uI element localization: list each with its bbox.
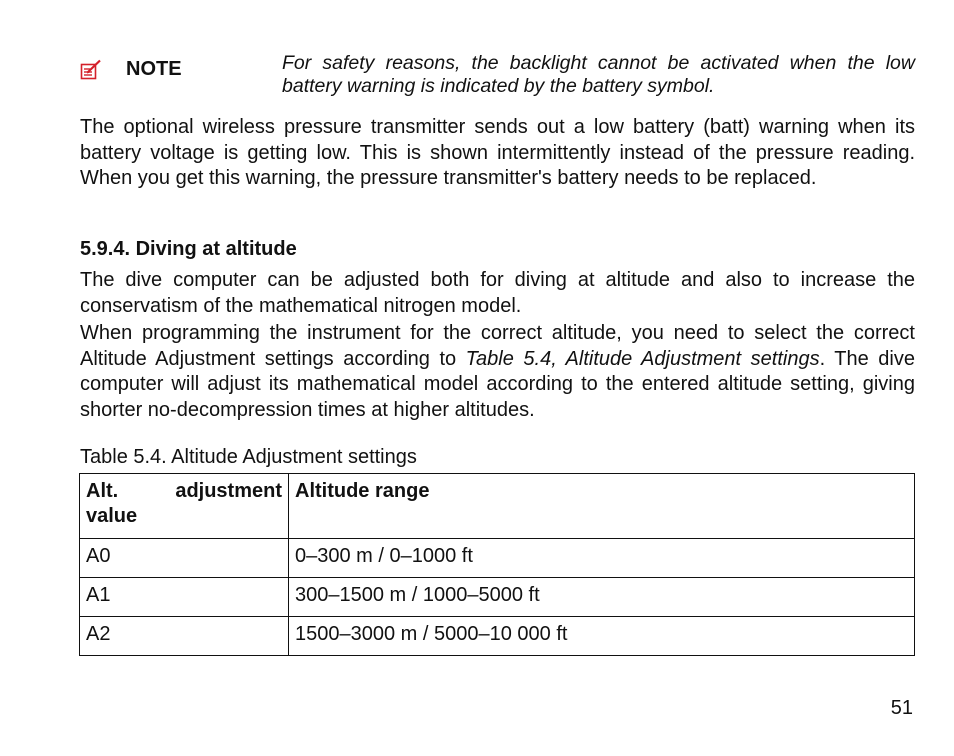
table-reference-link: Table 5.4, Altitude Adjustment settings	[465, 347, 820, 370]
page-number: 51	[890, 697, 913, 719]
paragraph-text-before: When programming the instrument for the correct altitude, you need to select the correct Altitude Adjustment settings according to	[80, 322, 915, 370]
table-row	[80, 539, 915, 578]
cell-adjustment-value: A1	[80, 578, 289, 617]
note-block	[80, 52, 915, 100]
altitude-intro-paragraph: The dive computer can be adjusted both for diving at altitude and also to increase the conservatism of the mathematical nitrogen model.	[80, 269, 915, 317]
note-label: NOTE	[126, 58, 182, 80]
cell-adjustment-value: A0	[80, 539, 289, 578]
cell-altitude-range: 300–1500 m / 1000–5000 ft	[289, 578, 915, 617]
paragraph-text-after: . The dive computer will adjust its mathematical model according to the entered altitude setting, giving shorter no-decompression times at higher altitudes.	[80, 347, 915, 421]
cell-adjustment-value: A2	[80, 617, 289, 656]
section-heading: 5.9.4. Diving at altitude	[80, 238, 297, 260]
note-text: For safety reasons, the backlight cannot be activated when the low battery warning is indicated by the battery symbol.	[282, 52, 915, 97]
battery-warning-paragraph: The optional wireless pressure transmitter sends out a low battery (batt) warning when its battery voltage is getting low. This is shown intermittently instead of the pressure reading. When you get this warning, the pressure transmitter's battery needs to be replaced.	[80, 116, 915, 189]
header-alt-adjustment: Alt. adjustment value	[80, 474, 289, 539]
cell-altitude-range: 1500–3000 m / 5000–10 000 ft	[289, 617, 915, 656]
cell-altitude-range: 0–300 m / 0–1000 ft	[289, 539, 915, 578]
table-header-row	[80, 474, 915, 539]
note-pencil-icon	[80, 59, 102, 81]
table-row	[80, 617, 915, 656]
header-altitude-range: Altitude range	[289, 474, 915, 539]
altitude-settings-table	[79, 473, 915, 656]
table-caption: Table 5.4. Altitude Adjustment settings	[80, 446, 417, 468]
table-row	[80, 578, 915, 617]
altitude-programming-paragraph	[80, 321, 915, 423]
